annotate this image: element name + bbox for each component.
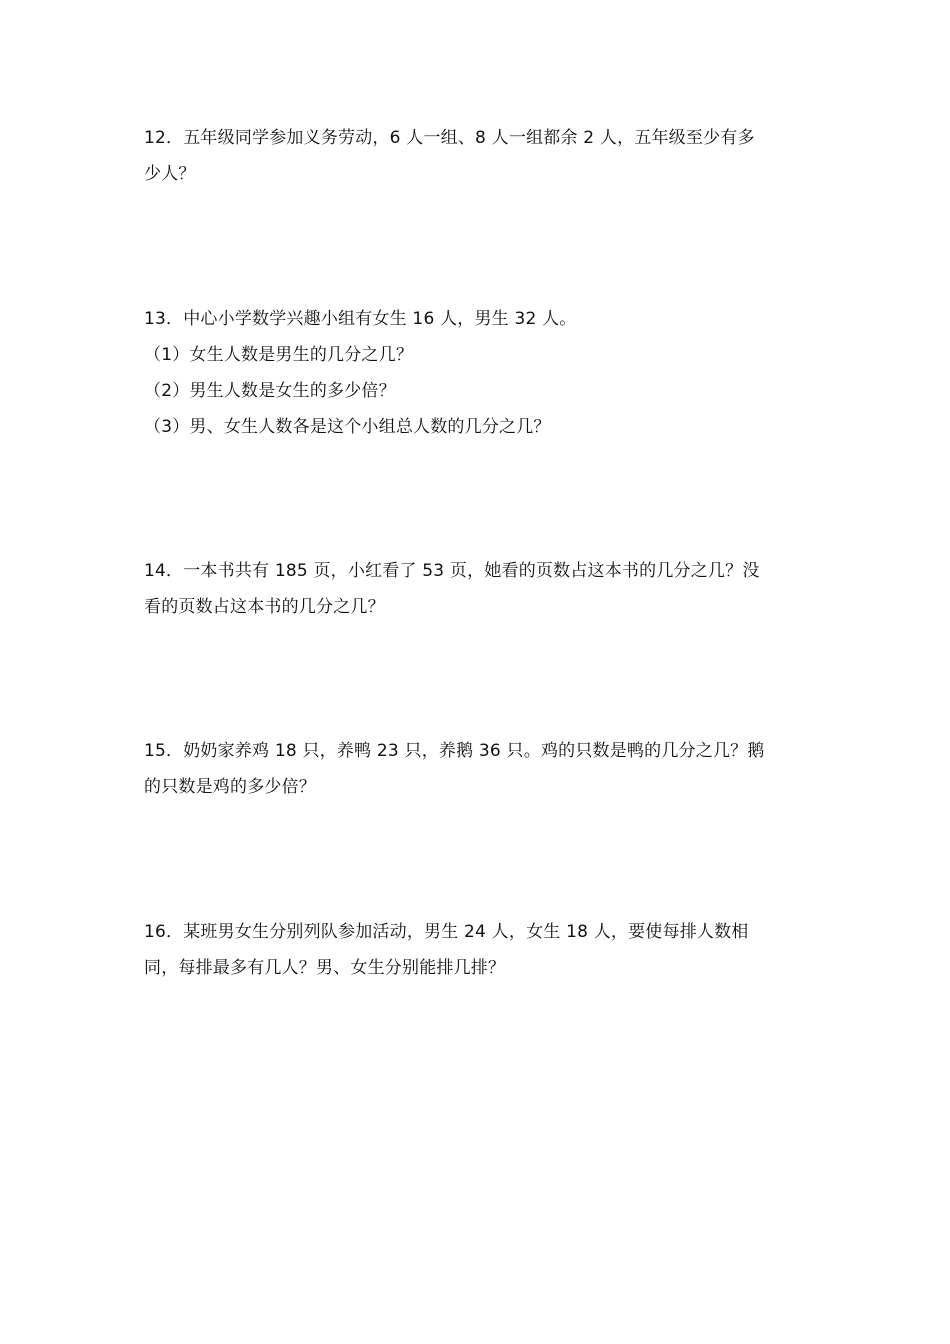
problem-14-line-1: 14．一本书共有 185 页，小红看了 53 页，她看的页数占这本书的几分之几？没 [144,561,760,581]
problem-16 [144,914,814,986]
problem-12-line-2: 少人？ [144,164,196,184]
problem-13-subquestion-1: （1）女生人数是男生的几分之几？ [144,345,414,365]
problem-15-line-1: 15．奶奶家养鸡 18 只，养鸭 23 只，养鹅 36 只。鸡的只数是鸭的几分之几？鹅 [144,741,765,761]
problem-13-subquestion-3: （3）男、女生人数各是这个小组总人数的几分之几？ [144,417,551,437]
problem-13-line-1: 13．中心小学数学兴趣小组有女生 16 人，男生 32 人。 [144,309,577,329]
problem-14 [144,553,814,625]
problem-16-line-2: 同，每排最多有几人？男、女生分别能排几排？ [144,958,506,978]
problem-15 [144,733,814,805]
problem-12 [144,120,814,192]
problem-16-line-1: 16．某班男女生分别列队参加活动，男生 24 人，女生 18 人，要使每排人数相 [144,922,749,942]
problem-13-subquestion-2: （2）男生人数是女生的多少倍？ [144,381,396,401]
problem-15-line-2: 的只数是鸡的多少倍？ [144,777,316,797]
problem-12-line-1: 12．五年级同学参加义务劳动，6 人一组、8 人一组都余 2 人，五年级至少有多 [144,128,755,148]
problem-14-line-2: 看的页数占这本书的几分之几？ [144,597,385,617]
problem-13 [144,301,814,445]
